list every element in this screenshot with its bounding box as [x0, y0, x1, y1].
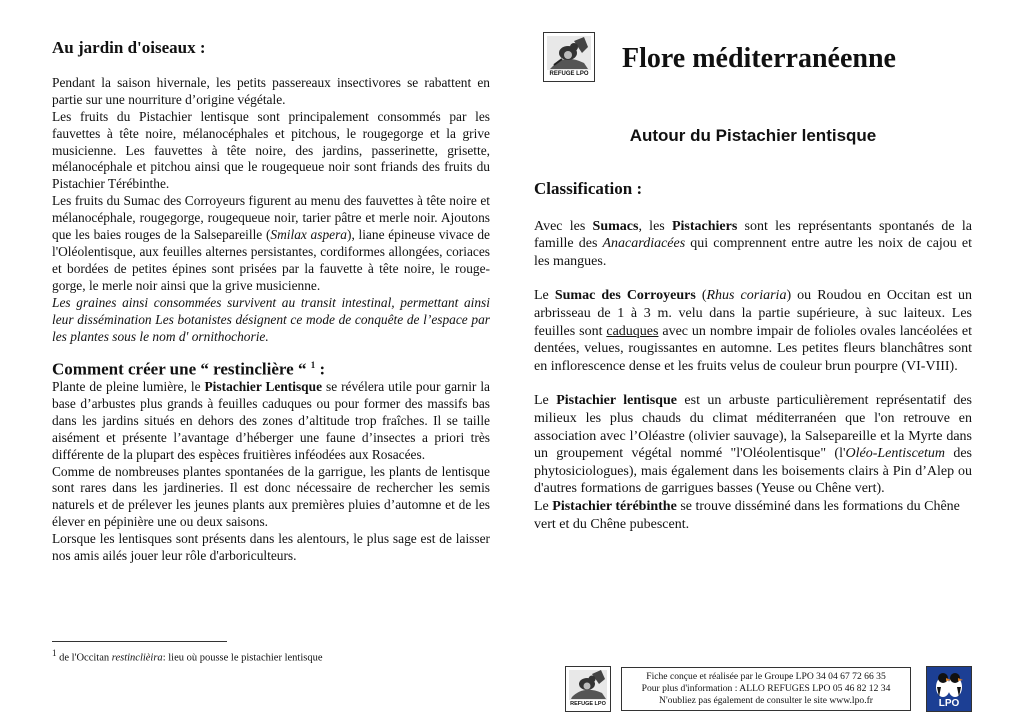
paragraph: Plante de pleine lumière, le Pistachier Lentisque se révélera utile pour garnir la base d’arbustes plus grands à feuilles caduques ou pour former des massifs bas dans les jardins situés en dehors des zones d’altitude trop fraîches. Il se taille aisément et présente l’avantage d’héberger une faune d’insectes a priori très différente de la plupart des espèces fruitières inféodées aux Rosacées.: [52, 378, 490, 462]
paragraph: Lorsque les lentisques sont présents dans les alentours, le plus sage est de laisser nos amis ailés jouer leur rôle d'arboriculteurs.: [52, 531, 490, 564]
logo-label: REFUGE LPO: [570, 701, 606, 707]
info-line: Fiche conçue et réalisée par le Groupe LPO 34 04 67 72 66 35: [646, 671, 886, 682]
paragraph: Le Sumac des Corroyeurs (Rhus coriaria) ou Roudou en Occitan est un arbrisseau de 1 à 3 m. velu dans la partie supérieure, à suc laiteux. Les feuilles sont caduques avec un nombre impair de folioles ovales lancéolées et dentées, velues, rougissantes en automne. Les petites fleurs blanchâtres sont en inflorescence dense et les fruits velus de couleur brun pourpre (VI-VIII).: [534, 288, 973, 374]
footnote-separator: [52, 641, 227, 642]
left-column: [52, 40, 490, 565]
paragraph: Les fruits du Pistachier lentisque sont principalement consommés par les fauvettes à tête noire, mélanocéphales et pitchous, le rougegorge et la grive musicienne. Les fauvettes à tête noire, des jardins, passerinette, grisette, mélanocéphale et pitchou ainsi que le rougequeue noir sont friands des fruits du Pistachier Térébinthe.: [52, 108, 490, 192]
refuge-lpo-footer-logo: [565, 666, 611, 712]
page-title: Flore méditerranéenne: [622, 43, 896, 74]
info-line: Pour plus d'information : ALLO REFUGES LPO 05 46 82 12 34: [641, 682, 891, 694]
paragraph: Les fruits du Sumac des Corroyeurs figurent au menu des fauvettes à tête noire et mélanocéphale, rougegorge, rougequeue noir, tarier pâtre et merle noir. Ajoutons que les baies rouges de la Salsepareille (Smilax aspera), liane épineuse vivace de l'Oléolentisque, aux feuilles alternes persistantes, cordiformes allongées, coriaces et bordées de petites épines sont prisées par la fauvette à tête noire, le rouge-gorge, le merle noir ainsi que la grive musicienne.: [52, 193, 491, 293]
lpo-logo: [926, 666, 972, 712]
section-title-classification: Classification :: [534, 179, 643, 198]
lpo-label: LPO: [938, 698, 960, 709]
paragraph: Pendant la saison hivernale, les petits passereaux insectivores se rabattent en partie sur une nourriture d’origine végétale.: [52, 74, 490, 107]
footnote: $^1$ de l'Occitan restinclièira: lieu où pousse le pistachier lentisque: [52, 648, 323, 664]
section-title-restincliere: Comment créer une “ restinclière “ $^1$ :: [52, 360, 326, 380]
paragraph: Le Pistachier térébinthe se trouve disséminé dans les formations du Chêne vert et du Chêne pubescent.: [534, 498, 960, 532]
refuge-lpo-logo: [543, 32, 595, 82]
paragraph-italic: Les graines ainsi consommées survivent au transit intestinal, permettant ainsi leur dissémination Les botanistes désignent ce mode de conquête de l’espace par les plantes sous le nom d' ornithochorie.: [52, 294, 490, 344]
logo-label: REFUGE LPO: [549, 71, 589, 77]
info-box: [621, 667, 911, 711]
paragraph: Avec les Sumacs, les Pistachiers sont les représentants spontanés de la famille des Anacardiacées qui comprennent entre autre les noix de cajou et les mangues.: [534, 218, 973, 269]
paragraph: Le Pistachier lentisque est un arbuste particulièrement représentatif des milieux les plus chauds du climat méditerranéen que l'on retrouve en association avec l’Oléastre (olivier sauvage), la Salsepareille et la Myrte dans un groupement végétal nommé "l'Oléolentisque" (l'Oléo-Lentiscetum des phytosiciologues), mais également dans les boisements clairs à Pin d’Alep ou d'autres formations de garrigues basses (Yeuse ou Chêne vert).: [534, 393, 972, 497]
section-title-jardin: Au jardin d'oiseaux :: [52, 38, 206, 57]
right-column: [534, 180, 972, 533]
info-line: N'oubliez pas également de consulter le site www.lpo.fr: [659, 694, 873, 706]
paragraph: Comme de nombreuses plantes spontanées de la garrigue, les plants de lentisque sont rares dans les jardineries. Il est donc nécessaire de rechercher les semis naturels et de prélever les jeunes plants aux premières pluies d’automne et de les élever en pépinière une ou deux saisons.: [52, 463, 490, 530]
page-subtitle: Autour du Pistachier lentisque: [629, 126, 877, 145]
